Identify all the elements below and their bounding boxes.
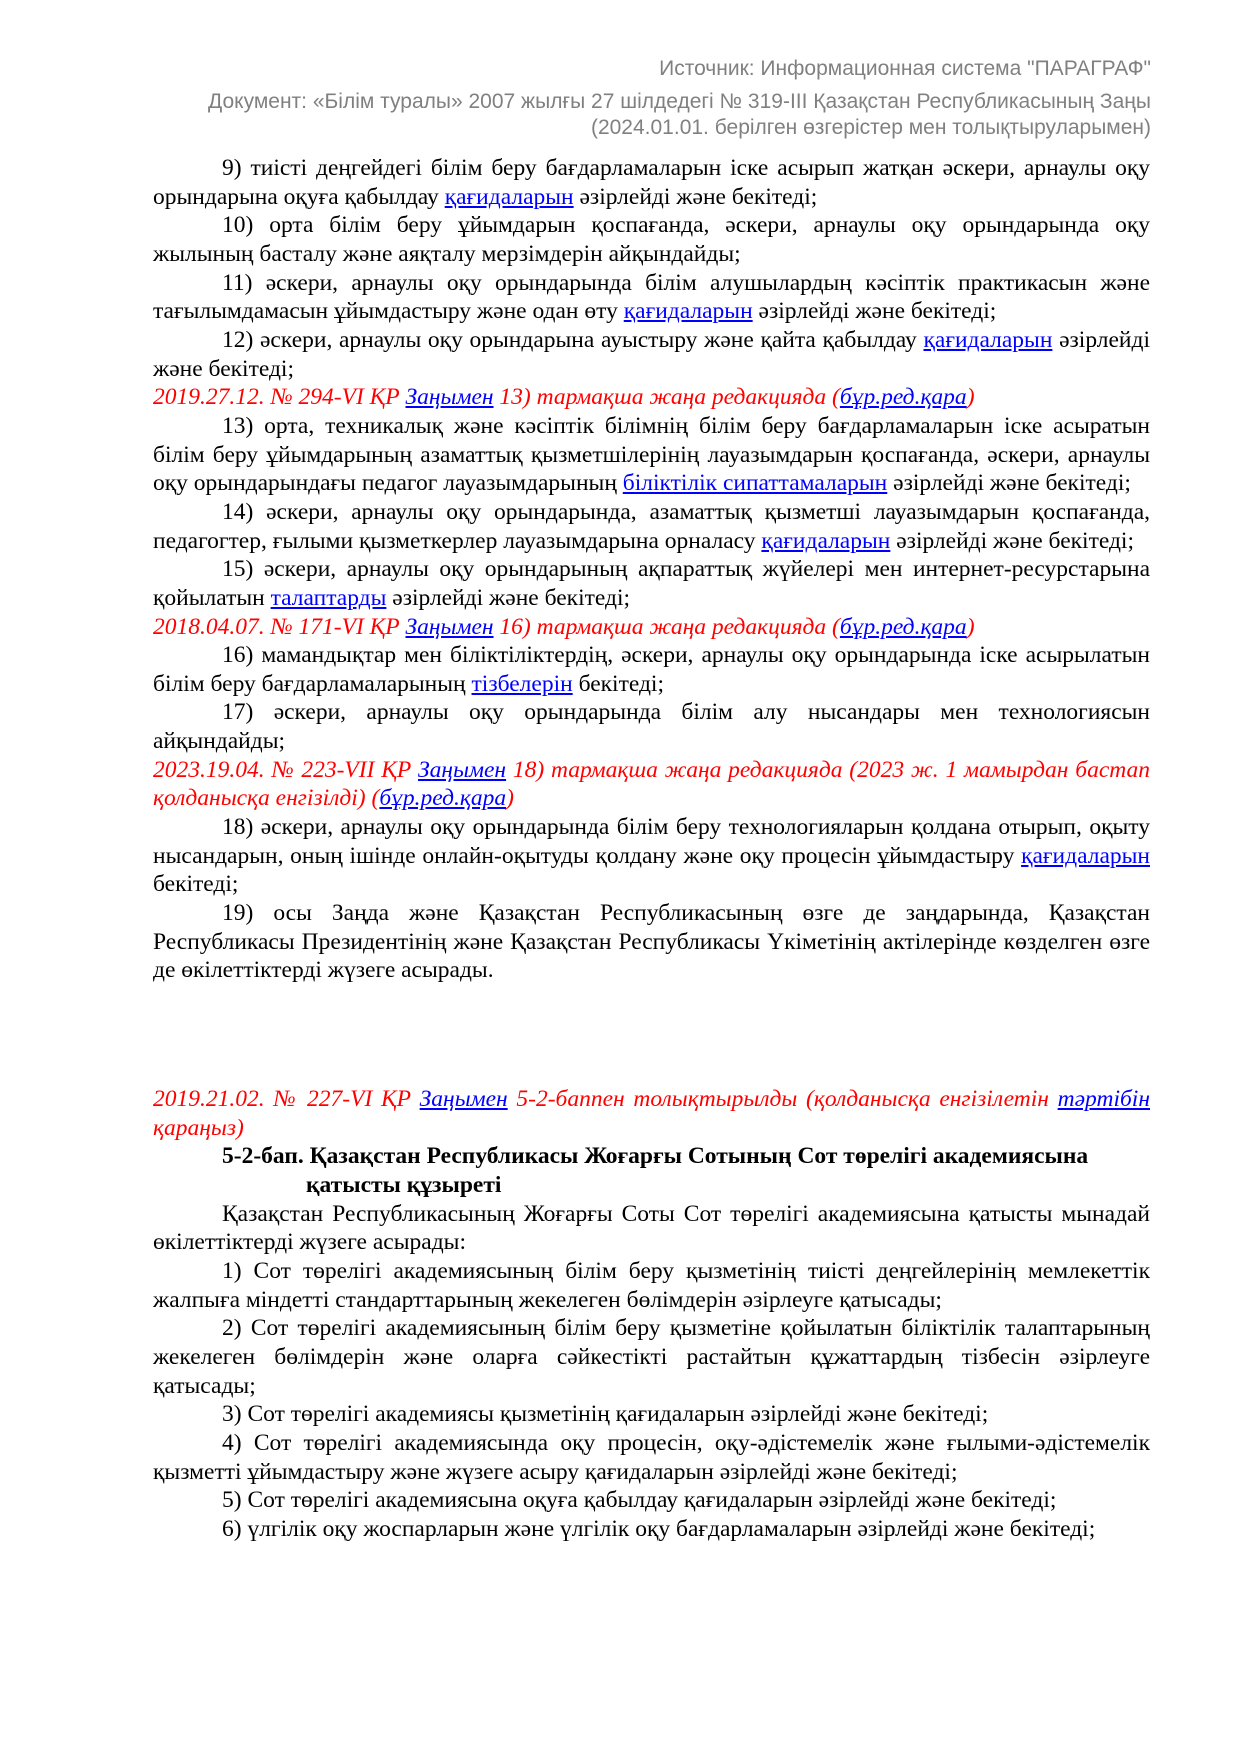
text-run: 15) әскери, арнаулы оқу орындарының ақпараттық жүйелері мен интернет-ресурстарына қойылатын	[153, 556, 1150, 611]
text-run: 13) тармақша жаңа редакцияда (	[493, 384, 840, 411]
amendment-note	[153, 613, 1150, 642]
doc-link[interactable]: бұр.ред.қара	[839, 384, 967, 411]
text-run: әзірлейді және бекітеді;	[153, 326, 1150, 382]
source-line: Источник: Информационная система "ПАРАГРАФ"	[659, 57, 1151, 80]
doc-link[interactable]: қағидаларын	[623, 298, 753, 325]
text-run: 16) мамандықтар мен біліктіліктердің, әскери, арнаулы оқу орындарында іске асырылатын білім беру бағдарламаларының	[153, 642, 1150, 697]
doc-link[interactable]: тәртібін	[1057, 1086, 1150, 1113]
text-run: 5-2-бап. Қазақстан Республикасы Жоғарғы Сотының Сот төрелігі академиясына қатысты құзыреті	[222, 1143, 1089, 1198]
text-run: 2019.27.12. № 294-VI ҚР	[153, 384, 406, 411]
text-run: )	[506, 785, 514, 812]
revision-line: (2024.01.01. берілген өзгерістер мен толықтыруларымен)	[590, 116, 1151, 139]
doc-link[interactable]: Заңымен	[419, 1086, 508, 1113]
amendment-note	[153, 1085, 1150, 1142]
paragraph	[153, 899, 1150, 985]
paragraph	[153, 326, 1150, 383]
text-run: 14) әскери, арнаулы оқу орындарында, азаматтық қызметші лауазымдарын қоспағанда, педагогтер, ғылыми қызметкерлер лауазымдарына орналасу	[153, 498, 1150, 554]
text-run: 1) Сот төрелігі академиясының білім беру қызметінің тиісті деңгейлерінің мемлекеттік жалпыға міндетті стандарттарының жекелеген бөлімдерін әзірлеуге қатысады;	[153, 1257, 1150, 1313]
paragraph	[153, 1400, 1150, 1429]
text-run: 2018.04.07. № 171-VI ҚР	[153, 613, 406, 640]
text-run: 2023.19.04. № 223-VII ҚР	[153, 756, 419, 783]
doc-link[interactable]: Заңымен	[418, 756, 507, 783]
paragraph	[153, 1314, 1150, 1400]
text-run: )	[966, 613, 975, 640]
doc-link[interactable]: бұр.ред.қара	[839, 613, 967, 640]
text-run: 9) тиісті деңгейдегі білім беру бағдарламаларын іске асырып жатқан әскери, арнаулы оқу орындарына оқуға қабылдау	[153, 155, 1150, 210]
text-run: 6) үлгілік оқу жоспарларын және үлгілік оқу бағдарламаларын әзірлейді және бекітеді;	[222, 1515, 1096, 1542]
page-header	[150, 56, 1151, 141]
paragraph	[153, 555, 1150, 612]
text-run: бекітеді;	[153, 871, 239, 898]
text-run: 3) Сот төрелігі академиясы қызметінің қағидаларын әзірлейді және бекітеді;	[222, 1401, 989, 1428]
doc-link[interactable]: қағидаларын	[761, 527, 891, 554]
paragraph	[153, 498, 1150, 555]
doc-link[interactable]: қағидаларын	[923, 326, 1053, 353]
text-run: әзірлейді және бекітеді;	[887, 470, 1131, 497]
text-run: Қазақстан Республикасының Жоғарғы Соты Сот төрелігі академиясына қатысты мынадай өкілеттіктерді жүзеге асырады:	[153, 1200, 1150, 1256]
text-run: қараңыз)	[153, 1114, 244, 1141]
paragraph	[153, 813, 1150, 899]
paragraph	[153, 1200, 1150, 1257]
text-run: 17) әскери, арнаулы оқу орындарында білім алу нысандары мен технологиясын айқындайды;	[153, 699, 1150, 755]
text-run: әзірлейді және бекітеді;	[890, 527, 1134, 554]
paragraph	[153, 1515, 1150, 1544]
paragraph	[153, 211, 1150, 268]
text-run: 18) әскери, арнаулы оқу орындарында білім беру технологияларын қолдана отырып, оқыту нысандарын, оның ішінде онлайн-оқытуды қолдану және оқу процесін ұйымдастыру	[153, 814, 1150, 869]
text-run: әзірлейді және бекітеді;	[573, 183, 818, 210]
doc-link[interactable]: Заңымен	[405, 613, 494, 640]
paragraph	[153, 154, 1150, 211]
text-run: 12) әскери, арнаулы оқу орындарына ауыстыру және қайта қабылдау	[222, 326, 924, 353]
doc-link[interactable]: бұр.ред.қара	[379, 785, 507, 812]
text-run: )	[966, 384, 975, 411]
text-run: 5-2-баппен толықтырылды (қолданысқа енгізілетін	[507, 1086, 1058, 1113]
paragraph	[153, 1486, 1150, 1515]
text-run: 10) орта білім беру ұйымдарын қоспағанда, әскери, арнаулы оқу орындарында оқу жылының басталу және аяқталу мерзімдерін айқындайды;	[153, 212, 1150, 267]
paragraph	[153, 269, 1150, 326]
text-run: бекітеді;	[572, 670, 664, 697]
text-run: 19) осы Заңда және Қазақстан Республикасының өзге де заңдарында, Қазақстан Республикасы Президентінің және Қазақстан Республикасы Үкіметінің актілерінде көзделген өзге де өкілеттіктерді жүзеге асырады.	[153, 900, 1150, 984]
text-run: 18) тармақша жаңа редакцияда (2023 ж. 1 мамырдан бастап қолданысқа енгізілді) (	[153, 756, 1151, 812]
paragraph	[153, 1429, 1150, 1486]
paragraph	[153, 641, 1150, 698]
text-run: 2019.21.02. № 227-VI ҚР	[153, 1086, 420, 1113]
paragraph	[153, 1257, 1150, 1314]
text-run: 16) тармақша жаңа редакцияда (	[493, 613, 840, 640]
amendment-note	[153, 756, 1150, 813]
doc-link[interactable]: қағидаларын	[444, 183, 574, 210]
doc-link[interactable]: талаптарды	[270, 584, 387, 611]
doc-link[interactable]: біліктілік сипаттамаларын	[622, 470, 888, 497]
text-run: 5) Сот төрелігі академиясына оқуға қабылдау қағидаларын әзірлейді және бекітеді;	[222, 1487, 1057, 1514]
paragraph	[153, 412, 1150, 498]
text-run: 4) Сот төрелігі академиясында оқу процесін, оқу-әдістемелік және ғылыми-әдістемелік қызметті ұйымдастыру және жүзеге асыру қағидаларын әзірлейді және бекітеді;	[153, 1429, 1150, 1485]
doc-link[interactable]: қағидаларын	[1021, 842, 1150, 869]
text-run: 13) орта, техникалық және кәсіптік білімнің білім беру бағдарламаларын іске асыратын білім беру ұйымдарының азаматтық қызметшілерінің лауазымдарын қоспағанда, әскери, арнаулы оқу орындарындағы педагог лауазымдарының	[153, 412, 1150, 497]
document-body	[153, 154, 1150, 1544]
doc-link[interactable]: Заңымен	[405, 384, 494, 411]
text-run: әзірлейді және бекітеді;	[752, 298, 997, 325]
doc-link[interactable]: тізбелерін	[471, 670, 573, 697]
text-run: 2) Сот төрелігі академиясының білім беру қызметіне қойылатын біліктілік талаптарының жекелеген бөлімдерін және оларға сәйкестікті растайтын құжаттардың тізбесін әзірлеуге қатысады;	[153, 1315, 1150, 1399]
paragraph	[153, 698, 1150, 755]
text-run: әзірлейді және бекітеді;	[386, 584, 631, 611]
text-run: 11) әскери, арнаулы оқу орындарында білім алушылардың кәсіптік практикасын және тағылымдамасын ұйымдастыру және одан өту	[153, 269, 1150, 325]
amendment-note	[153, 383, 1150, 412]
document-title-line: Документ: «Білім туралы» 2007 жылғы 27 шілдедегі № 319-III Қазақстан Республикасының Заңы	[208, 90, 1151, 113]
section-heading	[222, 1142, 1150, 1199]
